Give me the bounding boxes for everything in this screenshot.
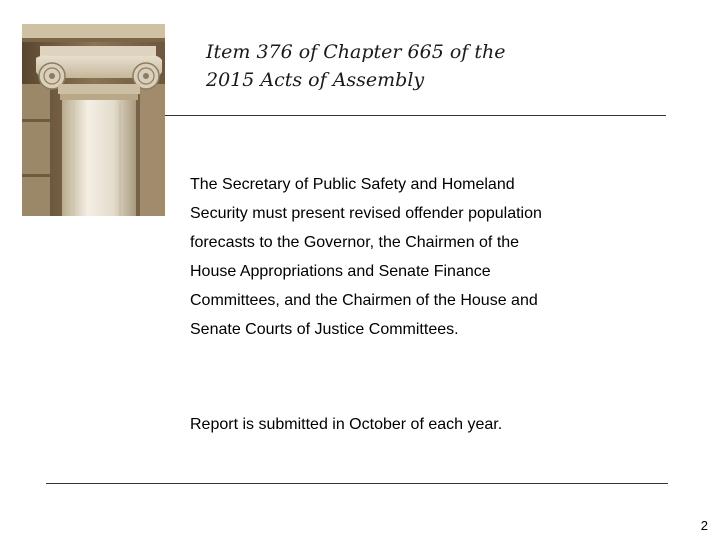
top-divider — [165, 115, 666, 116]
title-line-2: 2015 Acts of Assembly — [206, 69, 425, 91]
body-line-5: Committees, and the Chairmen of the House and — [190, 292, 538, 309]
body-line-6: Senate Courts of Justice Committees. — [190, 321, 459, 338]
title-line-1: Item 376 of Chapter 665 of the — [206, 41, 506, 63]
body-line-2: Security must present revised offender population — [190, 205, 542, 222]
body-line-3: forecasts to the Governor, the Chairmen of the — [190, 234, 520, 251]
slide-title — [206, 38, 626, 94]
classical-column-image — [22, 24, 165, 216]
body-paragraph — [190, 170, 660, 344]
report-statement: Report is submitted in October of each year. — [190, 416, 503, 433]
page-number: 2 — [700, 518, 708, 533]
body-line-1: The Secretary of Public Safety and Homeland — [190, 176, 515, 193]
body-line-4: House Appropriations and Senate Finance — [190, 263, 491, 280]
bottom-divider — [46, 483, 668, 484]
